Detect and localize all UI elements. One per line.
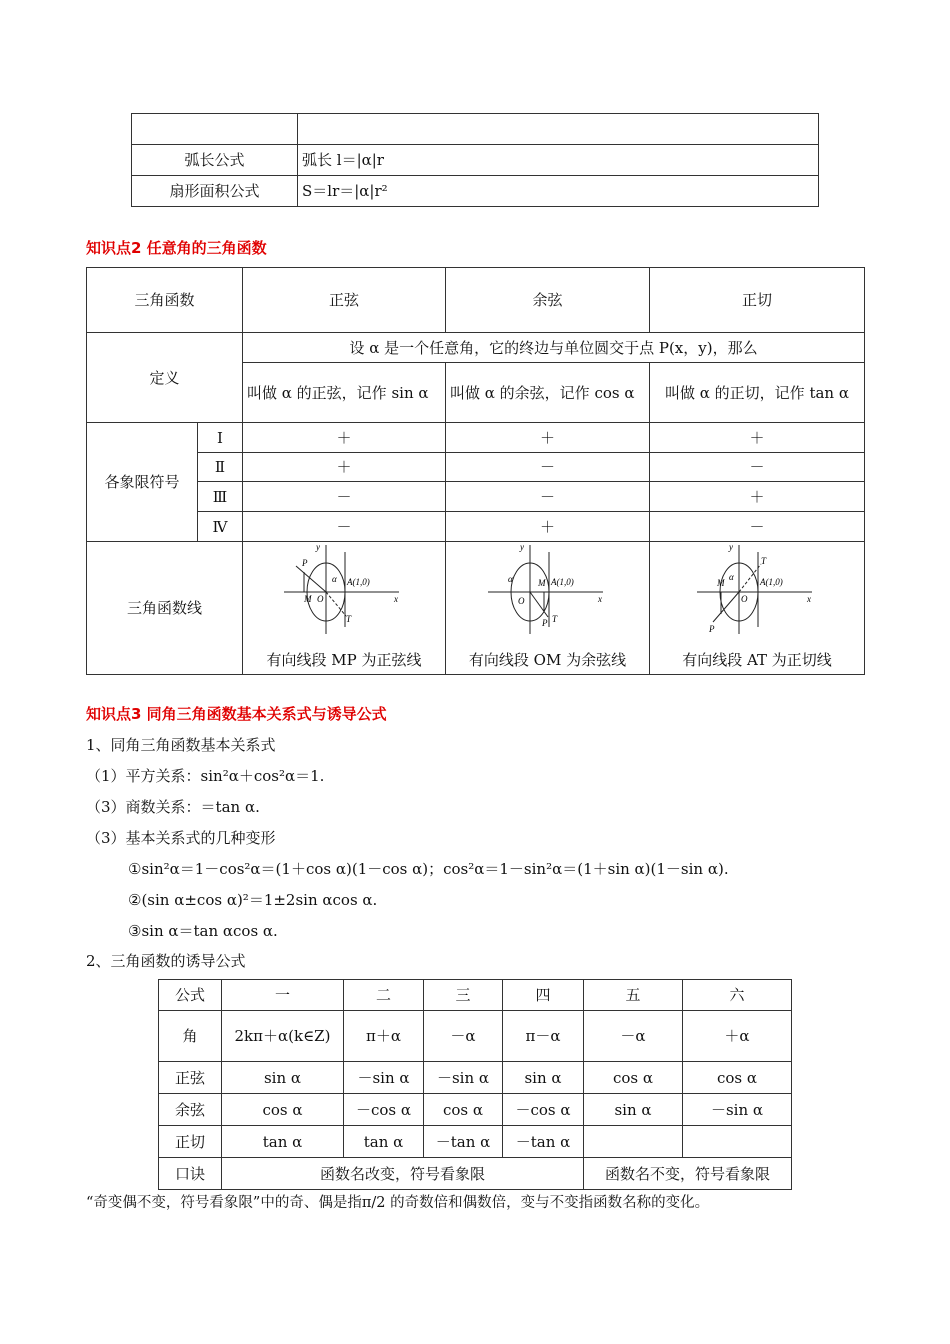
label-A: A(1,0)	[550, 577, 574, 587]
cosine-line-cell	[446, 542, 650, 675]
cell: sin α	[222, 1062, 344, 1094]
caption: 有向线段 OM 为余弦线	[468, 651, 627, 669]
sign: －	[650, 453, 865, 482]
sine-line-diagram	[284, 542, 404, 637]
cell: 弧长公式	[132, 145, 298, 176]
sign: ＋	[650, 423, 865, 453]
label-alpha: α	[332, 574, 337, 584]
text-line: ②(sin α±cos α)²＝1±2sin αcos α.	[128, 891, 378, 909]
tangent-line-diagram	[697, 542, 817, 637]
sign: －	[446, 482, 650, 512]
label-A: A(1,0)	[760, 577, 783, 587]
text-line: ①sin²α＝1－cos²α＝(1＋cos α)(1－cos α)；cos²α＝1－sin²α＝(1＋sin α)(1－sin α).	[128, 860, 729, 878]
sign: ＋	[650, 482, 865, 512]
table-row	[159, 1126, 792, 1158]
table-row	[159, 1011, 792, 1062]
table-row	[159, 1094, 792, 1126]
label-y: y	[729, 542, 733, 552]
cell: 函数名改变，符号看象限	[222, 1158, 584, 1190]
sign: －	[243, 482, 446, 512]
cell: 余弦	[159, 1094, 222, 1126]
cell: －sin α	[344, 1062, 424, 1094]
sign: ＋	[243, 453, 446, 482]
cell: 函数名不变，符号看象限	[584, 1158, 792, 1190]
text-line: （3）基本关系式的几种变形	[86, 829, 276, 847]
label-A: A(1,0)	[347, 577, 370, 587]
definition-common: 设 α 是一个任意角，它的终边与单位圆交于点 P(x，y)，那么	[243, 333, 865, 363]
cell: π＋α	[344, 1011, 424, 1062]
label-alpha: α	[507, 574, 513, 584]
quadrant: Ⅱ	[198, 453, 243, 482]
cell: 六	[683, 980, 792, 1011]
header-cell: 正切	[650, 268, 865, 333]
cell: S＝lr＝|α|r²	[298, 176, 819, 207]
cell: 二	[344, 980, 424, 1011]
cell: －α	[424, 1011, 503, 1062]
label-x: x	[807, 594, 811, 604]
cell: tan α	[222, 1126, 344, 1158]
label-P: P	[302, 558, 308, 568]
cell	[132, 114, 298, 145]
cell: 口诀	[159, 1158, 222, 1190]
caption: 有向线段 AT 为正切线	[682, 651, 832, 669]
label-T: T	[551, 614, 557, 624]
cell: －sin α	[683, 1094, 792, 1126]
section-heading: 知识点3 同角三角函数基本关系式与诱导公式	[86, 705, 387, 723]
text-line: 2、三角函数的诱导公式	[86, 952, 246, 970]
label-O: O	[517, 596, 525, 606]
induction-formula-table	[158, 979, 792, 1190]
header-cell: 余弦	[446, 268, 650, 333]
cell: cos α	[683, 1062, 792, 1094]
cell: 三	[424, 980, 503, 1011]
row-label: 定义	[87, 333, 243, 423]
note: “奇变偶不变，符号看象限”中的奇、偶是指π/2 的奇数倍和偶数倍，变与不变指函数名称的变化。	[86, 1195, 710, 1211]
label-M: M	[304, 594, 312, 604]
label-P: P	[541, 618, 548, 628]
sign: ＋	[446, 512, 650, 542]
text-line: 1、同角三角函数基本关系式	[86, 736, 276, 754]
caption: 有向线段 MP 为正弦线	[266, 651, 422, 669]
cell: 四	[503, 980, 584, 1011]
cell: tan α	[344, 1126, 424, 1158]
definition-tan: 叫做 α 的正切，记作 tan α	[650, 363, 865, 423]
cell: π－α	[503, 1011, 584, 1062]
arc-formula-table	[131, 113, 819, 207]
table-row	[159, 980, 792, 1011]
cell: cos α	[424, 1094, 503, 1126]
sine-line-cell	[243, 542, 446, 675]
definition-cos: 叫做 α 的余弦，记作 cos α	[446, 363, 650, 423]
cosine-line-diagram	[488, 542, 608, 637]
cell: cos α	[222, 1094, 344, 1126]
row-label: 三角函数线	[87, 542, 243, 675]
text-line: ③sin α＝tan αcos α.	[128, 922, 278, 940]
cell: sin α	[503, 1062, 584, 1094]
label-T: T	[761, 556, 767, 566]
cell	[683, 1126, 792, 1158]
cell: 公式	[159, 980, 222, 1011]
definition-sin: 叫做 α 的正弦，记作 sin α	[243, 363, 446, 423]
table-row	[159, 1062, 792, 1094]
header-cell: 三角函数	[87, 268, 243, 333]
label-P: P	[709, 624, 715, 634]
label-x: x	[394, 594, 399, 604]
label-x: x	[597, 594, 602, 604]
cell: －α	[584, 1011, 683, 1062]
sign: ＋	[243, 423, 446, 453]
cell: ＋α	[683, 1011, 792, 1062]
label-O: O	[741, 594, 748, 604]
cell: 弧长 l＝|α|r	[298, 145, 819, 176]
cell: 角	[159, 1011, 222, 1062]
quadrant: Ⅳ	[198, 512, 243, 542]
cell: 2kπ＋α(k∈Z)	[222, 1011, 344, 1062]
cell: cos α	[584, 1062, 683, 1094]
trig-function-table	[86, 267, 865, 675]
quadrant: Ⅲ	[198, 482, 243, 512]
quadrant: Ⅰ	[198, 423, 243, 453]
cell: 正切	[159, 1126, 222, 1158]
cell: －cos α	[503, 1094, 584, 1126]
label-T: T	[346, 614, 352, 624]
label-O: O	[317, 594, 324, 604]
cell: －sin α	[424, 1062, 503, 1094]
label-y: y	[519, 542, 524, 552]
mnemonic-row	[159, 1158, 792, 1190]
section-heading: 知识点2 任意角的三角函数	[86, 239, 267, 257]
tangent-line-cell	[650, 542, 865, 675]
sign: －	[650, 512, 865, 542]
sign: －	[446, 453, 650, 482]
cell: －tan α	[424, 1126, 503, 1158]
cell: 扇形面积公式	[132, 176, 298, 207]
cell	[298, 114, 819, 145]
sign: －	[243, 512, 446, 542]
sign: ＋	[446, 423, 650, 453]
cell: －tan α	[503, 1126, 584, 1158]
cell: 一	[222, 980, 344, 1011]
text-line: （3）商数关系：＝tan α.	[86, 798, 260, 816]
label-y: y	[316, 542, 321, 552]
label-alpha: α	[729, 572, 734, 582]
cell	[584, 1126, 683, 1158]
cell: sin α	[584, 1094, 683, 1126]
row-label: 各象限符号	[87, 423, 198, 542]
text-line: （1）平方关系：sin²α＋cos²α＝1.	[86, 767, 325, 785]
cell: －cos α	[344, 1094, 424, 1126]
cell: 正弦	[159, 1062, 222, 1094]
label-M: M	[537, 578, 546, 588]
cell: 五	[584, 980, 683, 1011]
label-M: M	[717, 578, 725, 588]
header-cell: 正弦	[243, 268, 446, 333]
